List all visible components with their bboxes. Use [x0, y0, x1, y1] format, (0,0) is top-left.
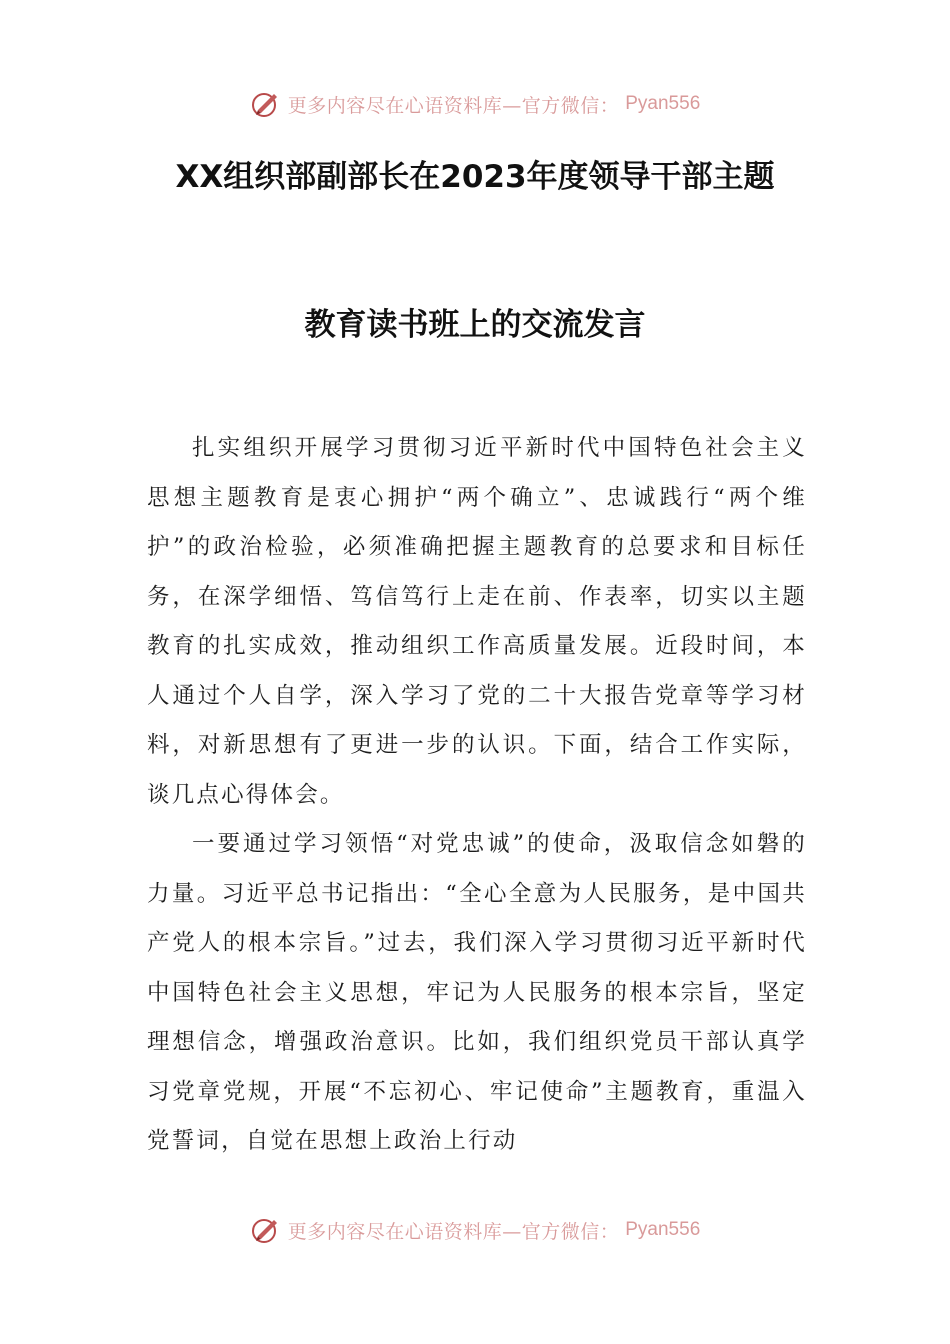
pen-circle-icon: [250, 88, 282, 120]
header-watermark: [0, 84, 950, 124]
watermark-wechat-id: Pyan556: [625, 93, 701, 114]
body-paragraph-1: 扎实组织开展学习贯彻习近平新时代中国特色社会主义思想主题教育是衷心拥护“两个确立”、忠诚践行“两个维护”的政治检验，必须准确把握主题教育的总要求和目标任务，在深学细悟、笃信笃行上走在前、作表率，切实以主题教育的扎实成效，推动组织工作高质量发展。近段时间，本人通过个人自学，深入学习了党的二十大报告党章等学习材料，对新思想有了更进一步的认识。下面，结合工作实际，谈几点心得体会。: [147, 435, 807, 808]
document-title-line-1: XX组织部副部长在2023年度领导干部主题: [175, 159, 775, 195]
watermark-text: 更多内容尽在心语资料库—官方微信：: [287, 1220, 620, 1243]
pen-circle-icon: [250, 1214, 282, 1246]
body-paragraph-2: 一要通过学习领悟“对党忠诚”的使命，汲取信念如磐的力量。习近平总书记指出：“全心全意为人民服务，是中国共产党人的根本宗旨。”过去，我们深入学习贯彻习近平新时代中国特色社会主义思想，牢记为人民服务的根本宗旨，坚定理想信念，增强政治意识。比如，我们组织党员干部认真学习党章党规，开展“不忘初心、牢记使命”主题教育，重温入党誓词，自觉在思想上政治上行动: [147, 831, 807, 1154]
document-title-line-2: 教育读书班上的交流发言: [304, 307, 646, 343]
footer-watermark: [0, 1210, 950, 1250]
watermark-wechat-id: Pyan556: [625, 1219, 701, 1240]
watermark-text: 更多内容尽在心语资料库—官方微信：: [287, 94, 620, 117]
